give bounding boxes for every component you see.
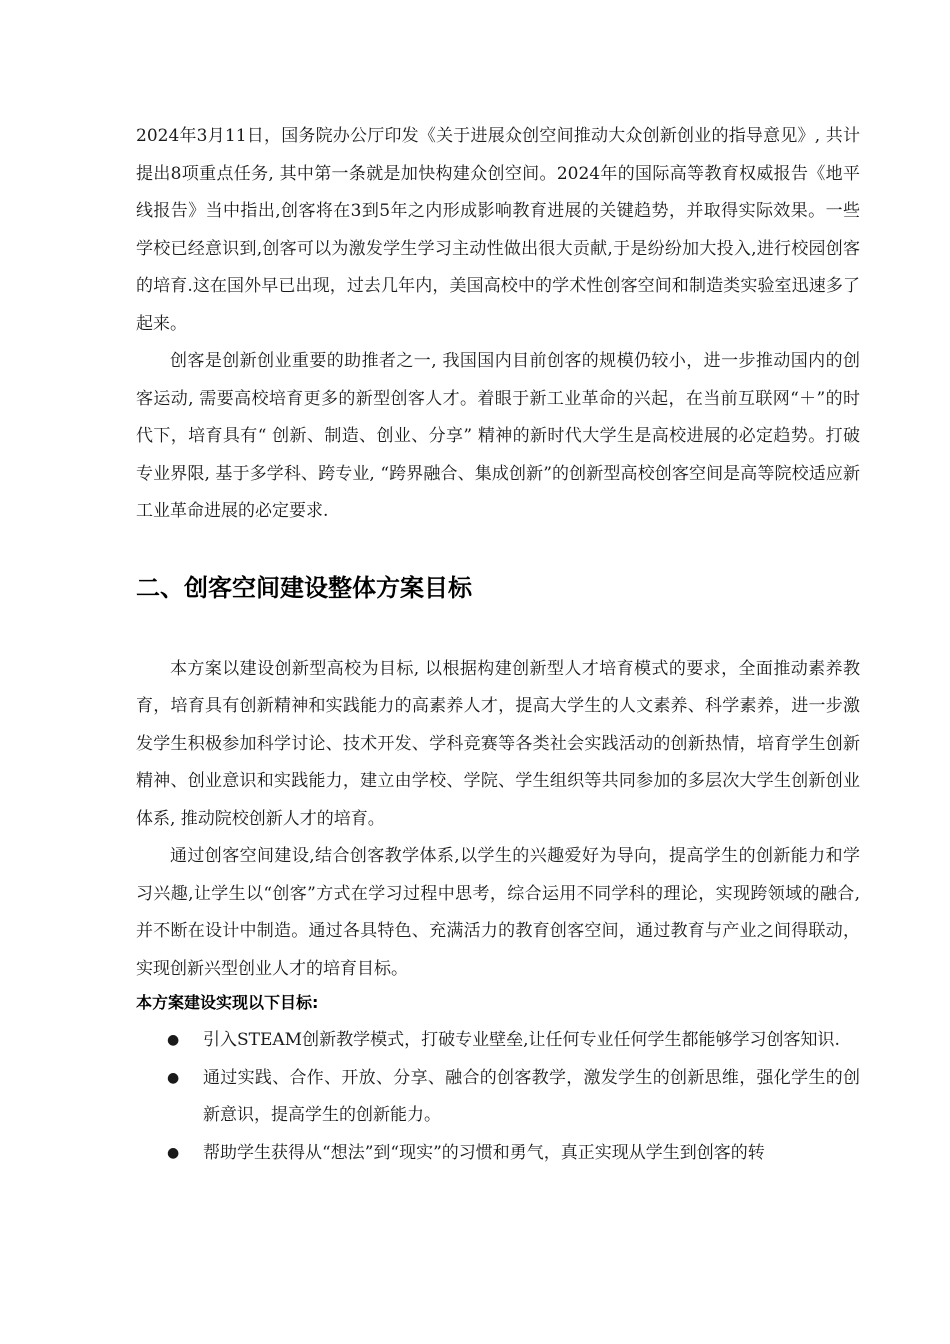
section-heading: 二、创客空间建设整体方案目标 bbox=[136, 573, 472, 602]
goal-text: 帮助学生获得从“想法”到“现实”的习惯和勇气，真正实现从学生到创客的转 bbox=[203, 1142, 765, 1163]
goal-item bbox=[136, 1060, 860, 1135]
bullet-icon: ● bbox=[167, 1069, 180, 1086]
bullet-icon: ● bbox=[167, 1032, 180, 1048]
bullet-icon: ● bbox=[167, 1144, 180, 1161]
goal-item bbox=[136, 1022, 860, 1060]
goal-text: 通过实践、合作、开放、分享、融合的创客教学，激发学生的创新思维，强化学生的创新意识，提高学生的创新能力。 bbox=[203, 1067, 860, 1125]
section-paragraph-2: 通过创客空间建设,结合创客教学体系,以学生的兴趣爱好为导向，提高学生的创新能力和学习兴趣,让学生以“创客”方式在学习过程中思考，综合运用不同学科的理论，实现跨领域的融合,并不断在设计中制造。通过各具特色、充满活力的教育创客空间，通过教育与产业之间得联动，实现创新兴型创业人才的培育目标。 bbox=[136, 846, 860, 979]
goal-item bbox=[136, 1135, 860, 1173]
document-page bbox=[136, 118, 860, 1172]
intro-paragraph-1: 2024年3月11日，国务院办公厅印发《关于进展众创空间推动大众创新创业的指导意见》, 共计提出8项重点任务, 其中第一条就是加快构建众创空间。2024年的国际高等教育权威报告《地平线报告》当中指出,创客将在3到5年之内形成影响教育进展的关键趋势，并取得实际效果。一些学校已经意识到,创客可以为激发学生学习主动性做出很大贡献,于是纷纷加大投入,进行校园创客的培育.这在国外早已出现，过去几年内，美国高校中的学术性创客空间和制造类实验室迅速多了起来。 bbox=[136, 126, 860, 334]
goals-heading: 本方案建设实现以下目标: bbox=[136, 993, 319, 1012]
section-paragraph-1: 本方案以建设创新型高校为目标, 以根据构建创新型人才培育模式的要求，全面推动素养教育，培育具有创新精神和实践能力的高素养人才，提高大学生的人文素养、科学素养，进一步激发学生积极参加科学讨论、技术开发、学科竞赛等各类社会实践活动的创新热情，培育学生创新精神、创业意识和实践能力，建立由学校、学院、学生组织等共同参加的多层次大学生创新创业体系, 推动院校创新人才的培育。 bbox=[136, 658, 860, 829]
goal-text: 引入STEAM创新教学模式，打破专业壁垒,让任何专业任何学生都能够学习创客知识. bbox=[203, 1030, 840, 1050]
intro-paragraph-2: 创客是创新创业重要的助推者之一, 我国国内目前创客的规模仍较小，进一步推动国内的创客运动, 需要高校培育更多的新型创客人才。着眼于新工业革命的兴起，在当前互联网“＋”的时代下，培育具有“ 创新、制造、创业、分享” 精神的新时代大学生是高校进展的必定趋势。打破专业界限, 基于多学科、跨专业, “跨界融合、集成创新”的创新型高校创客空间是高等院校适应新工业革命进展的必定要求. bbox=[136, 351, 860, 521]
goal-list bbox=[136, 1022, 860, 1172]
